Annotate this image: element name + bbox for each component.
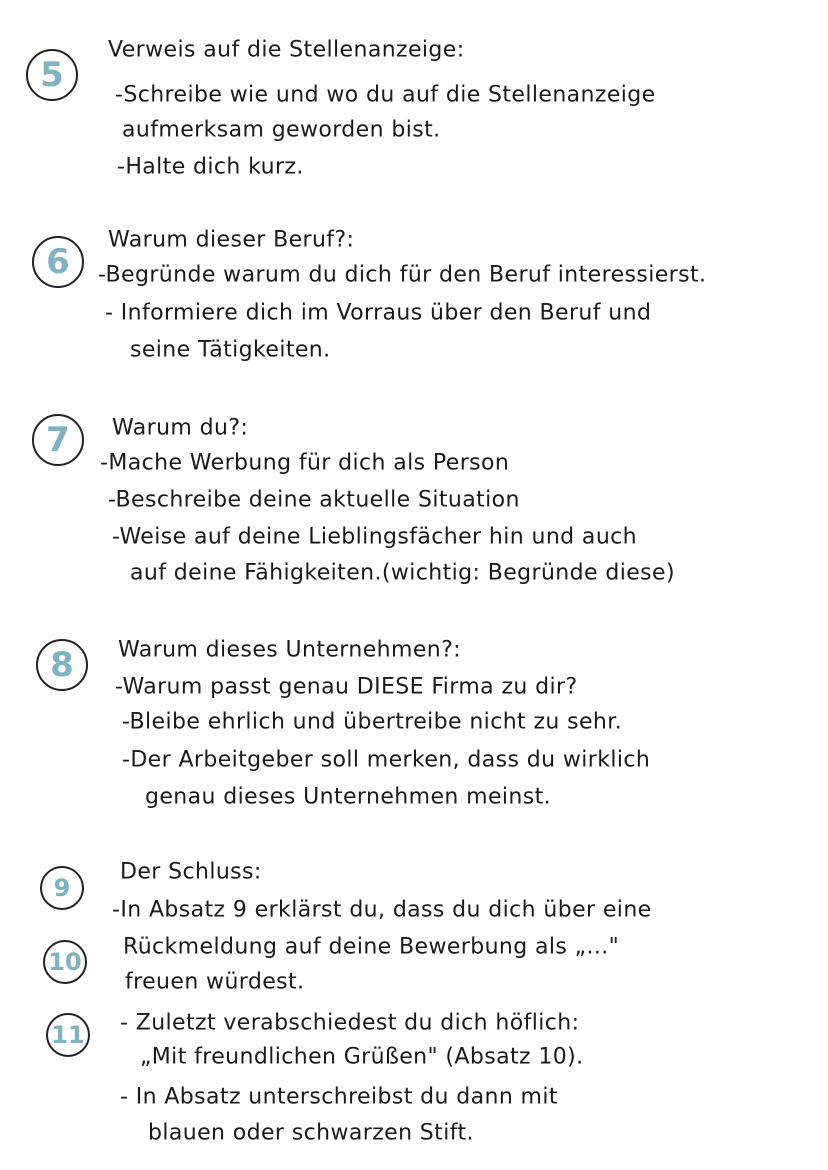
- step-number-text: 10: [48, 948, 82, 976]
- bullet-line: genau dieses Unternehmen meinst.: [145, 784, 552, 810]
- step-number-5: [26, 49, 78, 101]
- bullet-line: -Halte dich kurz.: [117, 154, 304, 180]
- bullet-line: -Der Arbeitgeber soll merken, dass du wirklich: [122, 747, 651, 773]
- step-number-11: [46, 1013, 90, 1057]
- step-number-text: 11: [51, 1021, 85, 1049]
- bullet-line: „Mit freundlichen Grüßen" (Absatz 10).: [140, 1044, 584, 1070]
- step-number-10: [43, 940, 87, 984]
- bullet-line: -Weise auf deine Lieblingsfächer hin und auch: [112, 524, 637, 550]
- bullet-line: auf deine Fähigkeiten.(wichtig: Begründe diese): [130, 560, 675, 586]
- bullet-line: seine Tätigkeiten.: [130, 337, 331, 363]
- step-number-7: [32, 414, 84, 466]
- bullet-line: - In Absatz unterschreibst du dann mit: [120, 1084, 558, 1110]
- step-number-text: 6: [46, 242, 70, 282]
- bullet-line: blauen oder schwarzen Stift.: [148, 1120, 474, 1146]
- bullet-line: - Informiere dich im Vorraus über den Beruf und: [105, 300, 652, 326]
- bullet-line: -Beschreibe deine aktuelle Situation: [108, 487, 520, 513]
- bullet-line: -Schreibe wie und wo du auf die Stellenanzeige: [115, 82, 656, 108]
- step-number-text: 5: [40, 55, 64, 95]
- bullet-line: - Zuletzt verabschiedest du dich höflich:: [120, 1010, 580, 1036]
- bullet-line: -In Absatz 9 erklärst du, dass du dich über eine: [112, 897, 652, 923]
- bullet-line: -Warum passt genau DIESE Firma zu dir?: [115, 674, 578, 700]
- bullet-line: freuen würdest.: [125, 969, 305, 995]
- bullet-line: -Bleibe ehrlich und übertreibe nicht zu sehr.: [122, 709, 623, 735]
- step-number-8: [36, 639, 88, 691]
- bullet-line: -Begründe warum du dich für den Beruf interessierst.: [98, 262, 707, 288]
- bullet-line: -Mache Werbung für dich als Person: [100, 450, 510, 476]
- step-number-text: 9: [53, 874, 71, 902]
- step-number-6: [32, 236, 84, 288]
- section-heading: Warum dieser Beruf?:: [108, 227, 355, 253]
- step-number-9: [40, 866, 84, 910]
- section-heading: Warum du?:: [112, 415, 249, 441]
- step-number-text: 8: [50, 645, 74, 685]
- step-number-text: 7: [46, 420, 70, 460]
- section-heading: Warum dieses Unternehmen?:: [118, 637, 461, 663]
- bullet-line: Rückmeldung auf deine Bewerbung als „...": [123, 934, 620, 960]
- bullet-line: aufmerksam geworden bist.: [122, 117, 441, 143]
- section-heading: Verweis auf die Stellenanzeige:: [108, 37, 465, 63]
- section-heading: Der Schluss:: [120, 859, 262, 885]
